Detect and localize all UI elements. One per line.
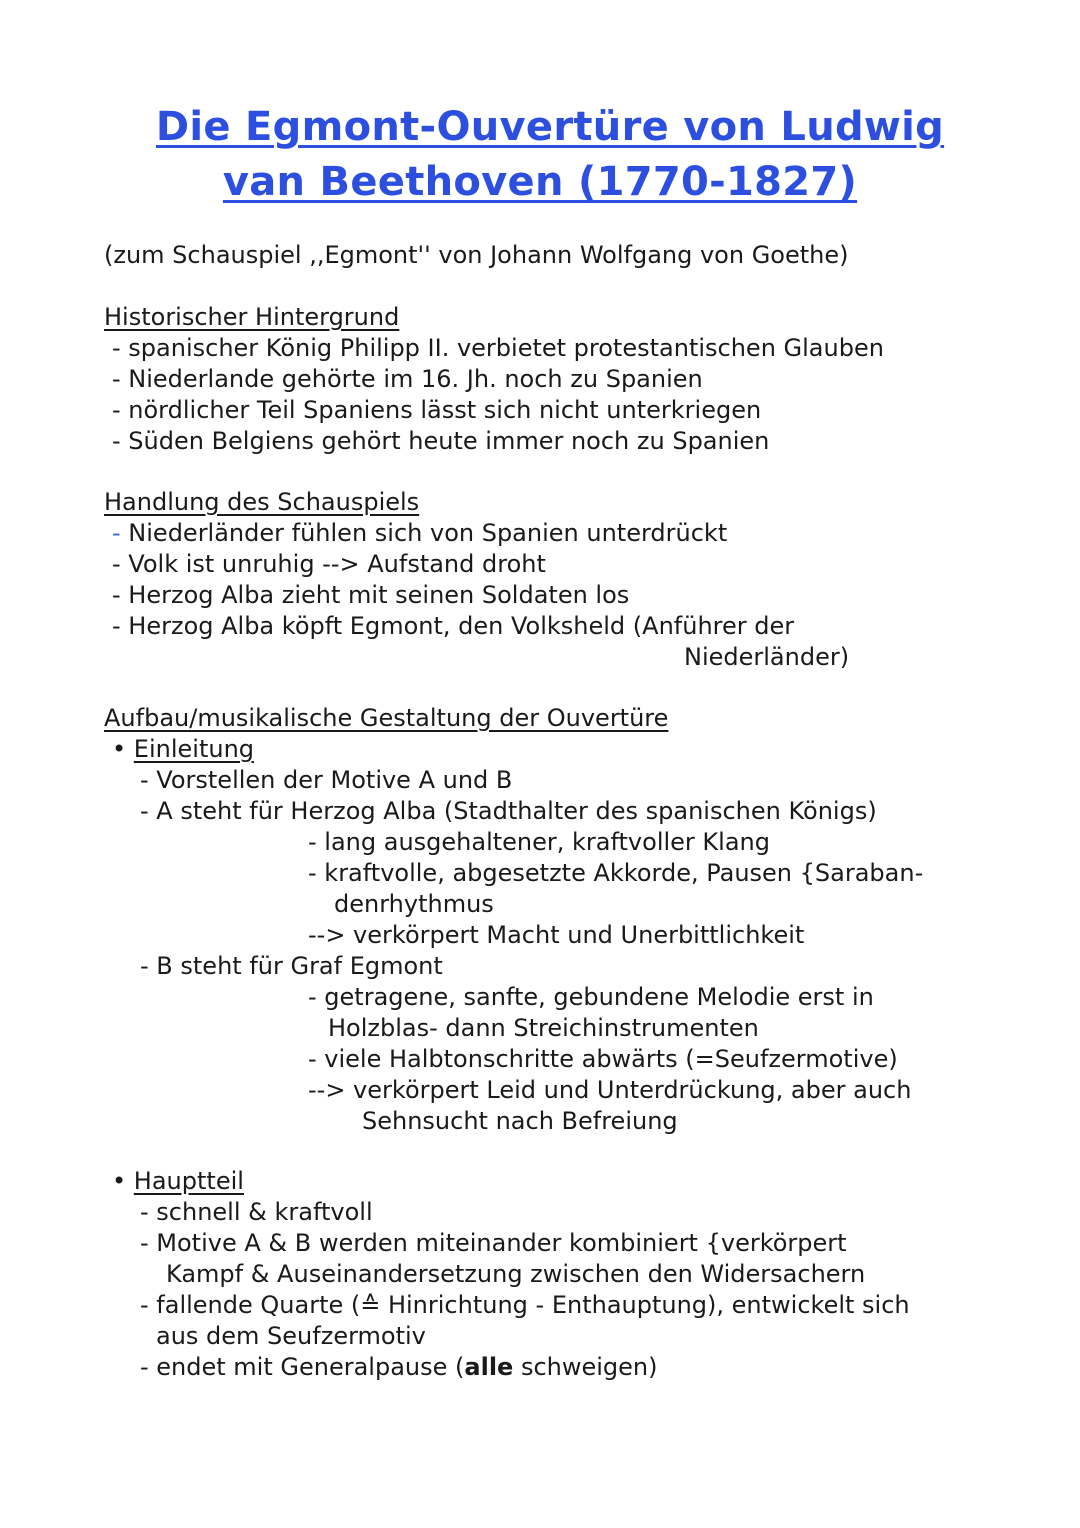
list-item: - Motive A & B werden miteinander kombiniert {verkörpert [140,1229,847,1257]
bullet-einleitung [112,734,254,765]
list-item-continuation: Holzblas- dann Streichinstrumenten [328,1014,759,1042]
bullet-hauptteil [112,1166,244,1197]
list-item-continuation: denrhythmus [334,890,494,918]
list-item: - nördlicher Teil Spaniens lässt sich nicht unterkriegen [112,396,762,424]
list-item: - Vorstellen der Motive A und B [140,766,513,794]
list-item: - kraftvolle, abgesetzte Akkorde, Pausen {Saraban- [308,859,924,887]
list-item: --> verkörpert Macht und Unerbittlichkeit [308,921,805,949]
list-item: - spanischer König Philipp II. verbietet protestantischen Glauben [112,334,884,362]
list-item: - schnell & kraftvoll [140,1198,373,1226]
list-item: - Niederlande gehörte im 16. Jh. noch zu Spanien [112,365,703,393]
subheading-hauptteil: Hauptteil [133,1167,244,1195]
list-item-text: schweigen) [513,1353,658,1381]
list-item: - lang ausgehaltener, kraftvoller Klang [308,828,770,856]
subheading-einleitung: Einleitung [133,735,255,763]
list-item: - B steht für Graf Egmont [140,952,443,980]
list-item: - fallende Quarte (≙ Hinrichtung - Enthauptung), entwickelt sich [140,1291,910,1319]
list-item [112,518,727,549]
section-heading-handlung: Handlung des Schauspiels [104,488,420,516]
list-item-continuation: aus dem Seufzermotiv [156,1322,426,1350]
list-item: - getragene, sanfte, gebundene Melodie erst in [308,983,874,1011]
title-line-1: Die Egmont-Ouvertüre von Ludwig [155,104,945,150]
section-heading-aufbau: Aufbau/musikalische Gestaltung der Ouvertüre [104,704,669,732]
list-item: - Volk ist unruhig --> Aufstand droht [112,550,546,578]
section-heading-historisch: Historischer Hintergrund [104,303,400,331]
list-item: - Süden Belgiens gehört heute immer noch zu Spanien [112,427,770,455]
list-item-text: Niederländer fühlen sich von Spanien unterdrückt [120,519,728,547]
emphasis-text: alle [464,1353,514,1381]
title-line-2: van Beethoven (1770-1827) [222,159,858,205]
list-item: - Herzog Alba köpft Egmont, den Volksheld (Anführer der [112,612,795,640]
list-item-text: - endet mit Generalpause ( [140,1353,465,1381]
list-item [140,1352,658,1383]
subtitle: (zum Schauspiel ,,Egmont'' von Johann Wolfgang von Goethe) [104,241,849,269]
list-item: --> verkörpert Leid und Unterdrückung, aber auch [308,1076,912,1104]
list-item-continuation: Kampf & Auseinandersetzung zwischen den Widersachern [166,1260,866,1288]
list-item-continuation: Niederländer) [684,643,850,671]
list-dash: - [112,519,121,547]
list-item: - Herzog Alba zieht mit seinen Soldaten los [112,581,630,609]
bullet-dot: • [112,1167,127,1195]
list-item: - A steht für Herzog Alba (Stadthalter des spanischen Königs) [140,797,877,825]
list-item-continuation: Sehnsucht nach Befreiung [362,1107,678,1135]
bullet-dot: • [112,735,127,763]
list-item: - viele Halbtonschritte abwärts (=Seufzermotive) [308,1045,898,1073]
